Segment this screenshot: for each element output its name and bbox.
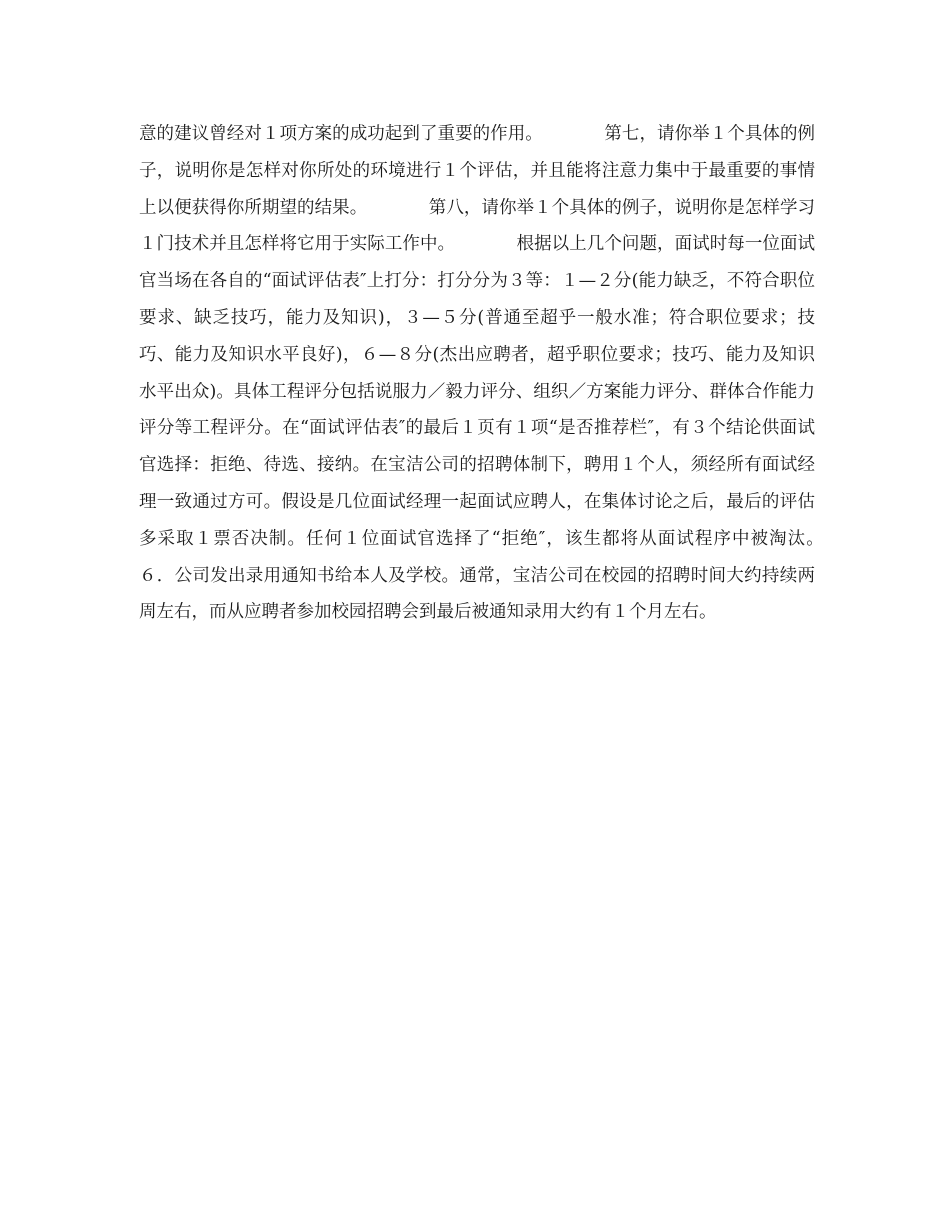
body-paragraph: 意的建议曾经对１项方案的成功起到了重要的作用。 第七，请你举１个具体的例子，说明你是怎样对你所处的环境进行１个评估，并且能将注意力集中于最重要的事情上以便获得你所期望的结果。 第八，请你举１个具体的例子，说明你是怎样学习１门技术并且怎样将它用于实际工作中。 根据以上几个问题，面试时每一位面试官当场在各自的“面试评估表″上打分：打分分为３等：１—２分(能力缺乏，不符合职位要求、缺乏技巧，能力及知识)，３—５分(普通至超乎一般水准；符合职位要求；技巧、能力及知识水平良好)，６—８分(杰出应聘者，超乎职位要求；技巧、能力及知识水平出众)。具体工程评分包括说服力／毅力评分、组织／方案能力评分、群体合作能力评分等工程评分。在“面试评估表″的最后１页有１项“是否推荐栏″，有３个结论供面试官选择：拒绝、待选、接纳。在宝洁公司的招聘体制下，聘用１个人，须经所有面试经理一致通过方可。假设是几位面试经理一起面试应聘人，在集体讨论之后，最后的评估多采取１票否决制。任何１位面试官选择了“拒绝″，该生都将从面试程序中被淘汰。 ６．公司发出录用通知书给本人及学校。通常，宝洁公司在校园的招聘时间大约持续两周左右，而从应聘者参加校园招聘会到最后被通知录用大约有１个月左右。 — [139, 124, 885, 623]
